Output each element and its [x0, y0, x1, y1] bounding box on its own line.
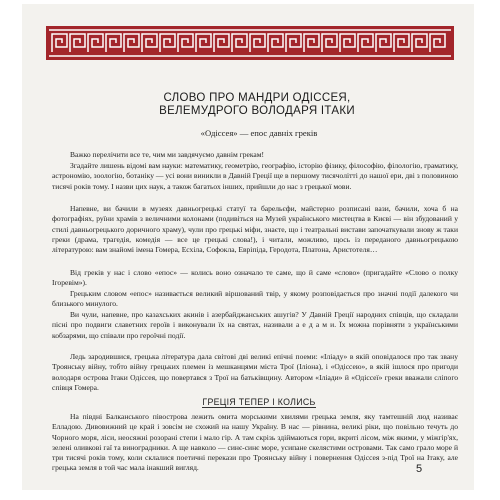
- meander-key: [376, 34, 391, 52]
- section-heading-text: ГРЕЦІЯ ТЕПЕР І КОЛИСЬ: [202, 397, 316, 407]
- meander-key: [250, 34, 265, 52]
- paragraph: Від греків у нас і слово «епос» — колись воно означало те саме, що й саме «слово» (пригадайте «Слово о полку Ігоревім»).: [52, 268, 458, 288]
- paragraph: Згадайте лишень відомі вам науки: математику, геометрію, географію, історію фізику, філософію, філологію, граматику, астрономію, зоологію, ботаніку — усі вони виникли в Давній Греції ще в першому тисячолітті до нашої ери, дві з половиною тисячі років тому. І назви цих наук, а також багатьох інших, прийшли до нас з грецької мови.: [52, 161, 458, 191]
- meander-key: [340, 34, 355, 52]
- meander-key: [178, 34, 193, 52]
- meander-key: [430, 34, 445, 52]
- paragraph: Ви чули, напевне, про казахських акинів і азербайджанських ашугів? У Давній Греції народних співців, що складали пісні про подвиги славетних героїв і виконували їх на святах, називали а е д а м и. Їх можна порівняти з українськими кобзарями, що співали про героїчні події.: [52, 310, 458, 340]
- paragraph: Ледь зародившися, грецька література дала світові дві великі епічні поеми: «Іліаду» в якій оповідалося про так звану Троянську війну, тобто війну грецьких племен із мешканцями міста Трої (Іліона), і «Одіссею», в якій ішлося про пригоди володаря острова Ітаки Одіссея, що повертався з Трої на батьківщину. Автором «Іліади» й «Одіссеї» греки вважали сліпого співця Гомера.: [52, 352, 458, 392]
- paragraph: Грецьким словом «епос» називається великий віршований твір, у якому розповідається про значні події далекого чи близького минулого.: [52, 289, 458, 309]
- chapter-title-line2: ВЕЛЕМУДРОГО ВОЛОДАРЯ ІТАКИ: [159, 105, 355, 117]
- paragraph: На півдні Балканського півострова лежить омита морськими хвилями грецька земля, яку тамтешній люд називає Елладою. Дивовижний це край і зовсім не схожий на нашу Україну. В нас — рівнина, великі ріки, що повільно течуть до Чорного моря, ліси, неосяжні розорані степи і мало гір. А там скрізь здіймаються гори, вкриті лісом, між якими, у міжгір'ях, зелені оливкові гаї та виноградники. А ще навколо — синє-синє море, усипане скелястими островами. Так само грало море й три тисячі років тому, коли склалися поетичні перекази про Троянську війну і повернення Одіссея з-під Трої на Ітаку, але грецька земля в той час мала інакший вигляд.: [52, 412, 458, 473]
- meander-key: [196, 34, 211, 52]
- meander-key: [412, 34, 427, 52]
- meander-key: [124, 34, 139, 52]
- meander-key: [286, 34, 301, 52]
- meander-key: [214, 34, 229, 52]
- paragraph: Напевне, ви бачили в музеях давньогрецькі статуї та барельєфи, майстерно розписані вази, бачили, хоча б на фотографіях, руїни храмів з величними колонами (подивіться на Музей українського мистецтва в Києві — він збудований у стилі давньогрецького доричного храму), чули про грецькі міфи, знаєте, що і театральні вистави започаткували знову ж таки греки (драма, трагедія, комедія — все це грецькі слова!), і читали, можливо, щось із переданого давньогрецькою літературою: вам знайомі імена Гомера, Есхіла, Софокла, Евріпіда, Геродота, Платона, Аристотеля…: [52, 204, 458, 255]
- paragraph: Важко перелічити все те, чим ми завдячуємо давнім грекам!: [70, 150, 265, 159]
- chapter-title-line1: СЛОВО ПРО МАНДРИ ОДІССЕЯ,: [163, 92, 351, 104]
- meander-pattern: [46, 26, 454, 60]
- meander-key: [70, 34, 85, 52]
- meander-key: [394, 34, 409, 52]
- book-page: [22, 4, 474, 490]
- meander-key: [52, 34, 67, 52]
- section-heading: [62, 397, 456, 407]
- meander-key: [268, 34, 283, 52]
- meander-key: [142, 34, 157, 52]
- meander-key: [358, 34, 373, 52]
- meander-key: [106, 34, 121, 52]
- meander-key: [232, 34, 247, 52]
- meander-key: [88, 34, 103, 52]
- meander-key: [304, 34, 319, 52]
- greek-key-ornament-band: [46, 26, 454, 60]
- section-subtitle: «Одіссея» — епос давніх греків: [200, 128, 318, 138]
- meander-key: [160, 34, 175, 52]
- page-number: 5: [416, 463, 423, 475]
- meander-key: [322, 34, 337, 52]
